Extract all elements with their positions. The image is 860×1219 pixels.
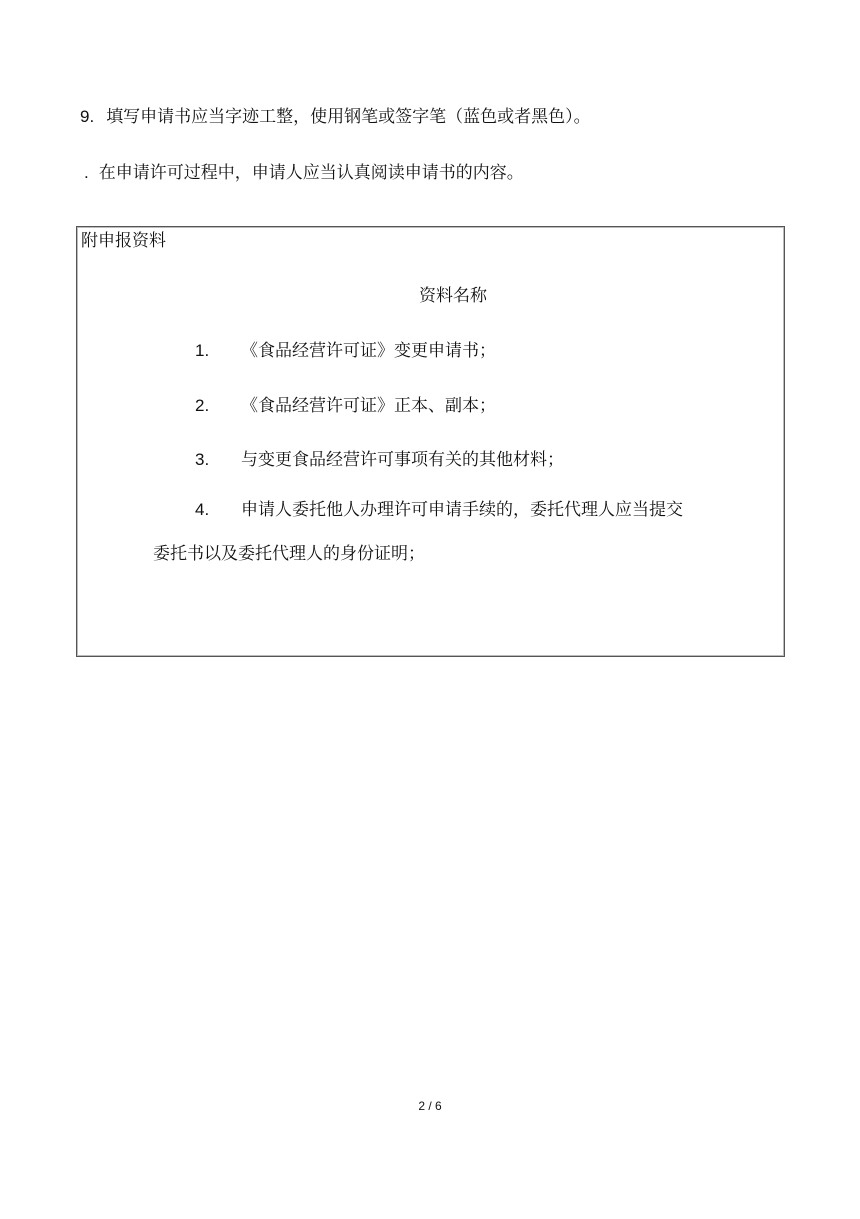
paragraph-text: 填写申请书应当字迹工整，使用钢笔或签字笔（蓝色或者黑色）。 <box>106 107 591 127</box>
paragraph-9 <box>80 106 591 128</box>
item-text: 《食品经营许可证》变更申请书； <box>241 341 496 361</box>
item-number: 1. <box>195 341 210 360</box>
paragraph-number: . <box>84 163 89 182</box>
box-heading: 资料名称 <box>419 286 487 306</box>
item-number: 3. <box>195 450 210 469</box>
paragraph-text: 在申请许可过程中，申请人应当认真阅读申请书的内容。 <box>98 163 524 183</box>
list-item <box>195 395 496 417</box>
attachment-materials-box <box>76 226 785 657</box>
item-text: 与变更食品经营许可事项有关的其他材料； <box>241 450 564 470</box>
list-item <box>195 449 564 471</box>
paragraph-10 <box>84 162 524 184</box>
list-item <box>195 499 683 521</box>
list-item <box>195 340 496 362</box>
box-title: 附申报资料 <box>81 231 166 251</box>
item-text: 《食品经营许可证》正本、副本； <box>241 396 496 416</box>
list-item-continuation: 委托书以及委托代理人的身份证明； <box>153 544 425 564</box>
item-number: 4. <box>195 500 210 519</box>
paragraph-number: 9. <box>80 107 95 126</box>
item-number: 2. <box>195 396 210 415</box>
page-number: 2 / 6 <box>418 1099 442 1113</box>
item-text: 申请人委托他人办理许可申请手续的，委托代理人应当提交 <box>241 500 683 520</box>
